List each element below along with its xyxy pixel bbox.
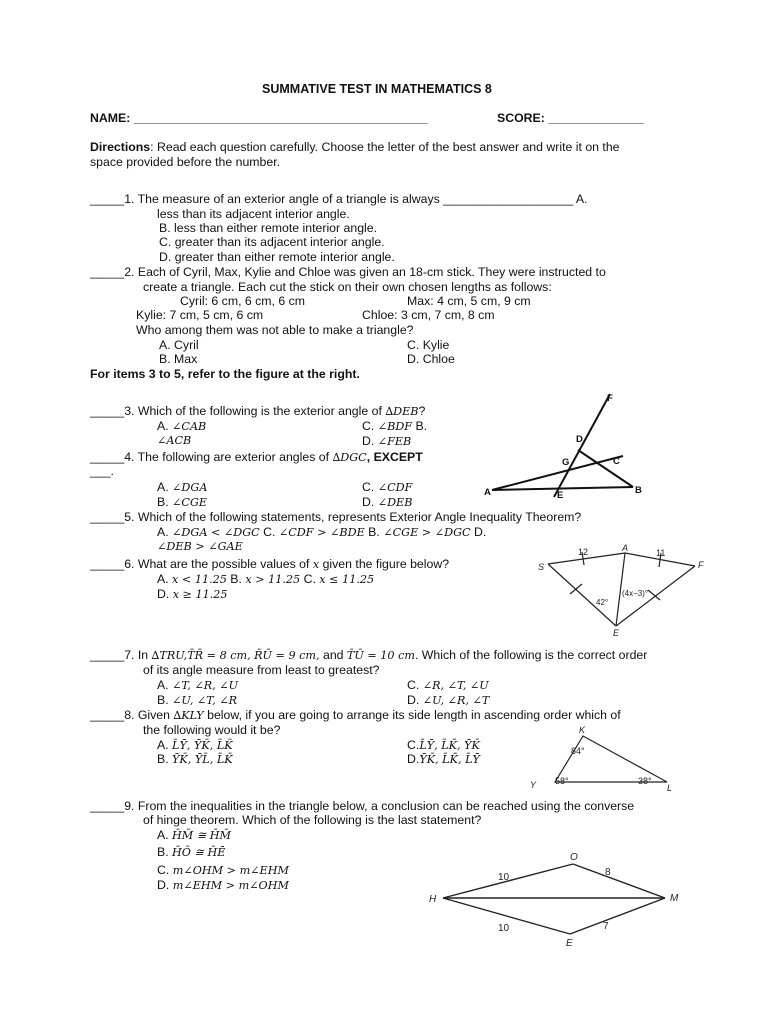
figure-exterior-angles bbox=[478, 388, 658, 506]
fig4-label-7: 7 bbox=[603, 921, 609, 932]
q6-stem-end: given the figure below? bbox=[319, 557, 450, 571]
q3-d-label: D. bbox=[362, 434, 378, 448]
figure-triangle-sfe bbox=[530, 538, 720, 640]
fig1-label-d: D bbox=[576, 434, 583, 445]
q3-option-a bbox=[157, 419, 206, 434]
q7-stem bbox=[90, 648, 647, 663]
q8-c-label: C. bbox=[407, 738, 420, 752]
q3-stem-math: ∆DEB bbox=[385, 405, 419, 418]
q9-stem-2: of hinge theorem. Which of the following is the last statement? bbox=[143, 813, 482, 827]
score-field[interactable]: SCORE: ______________ bbox=[497, 111, 644, 125]
q4-b-math: ∠CGE bbox=[172, 496, 208, 509]
q2-option-c: C. Kylie bbox=[407, 338, 450, 352]
fig3-label-38: 38° bbox=[638, 776, 652, 786]
q6-stem-text: _____6. What are the possible values of bbox=[90, 557, 313, 571]
q5-d-label: D. bbox=[470, 525, 487, 539]
q3-option-c bbox=[362, 419, 427, 434]
items-3-5-note: For items 3 to 5, refer to the figure at the right. bbox=[90, 367, 360, 381]
q4-stem-2: ___. bbox=[90, 464, 114, 478]
fig1-label-a: A bbox=[484, 487, 491, 498]
q8-option-d bbox=[407, 752, 480, 767]
q1-option-d: D. greater than either remote interior angle. bbox=[159, 250, 395, 264]
figure-triangle-kly bbox=[525, 724, 690, 794]
q9-a-label: A. bbox=[157, 828, 173, 842]
q8-option-a bbox=[157, 738, 233, 753]
q3-c-label: C. bbox=[362, 419, 378, 433]
q6-stem bbox=[90, 557, 449, 572]
q1-option-b: B. less than either remote interior angle. bbox=[159, 221, 378, 235]
q1-option-c: C. greater than its adjacent interior angle. bbox=[159, 235, 385, 249]
q7-a-label: A. bbox=[157, 678, 173, 692]
q4-c-label: C. bbox=[362, 480, 378, 494]
q4-a-label: A. bbox=[157, 480, 173, 494]
q2-option-d: D. Chloe bbox=[407, 352, 455, 366]
fig4-label-10-bottom: 10 bbox=[498, 923, 510, 934]
q4-stem-text: _____4. The following are exterior angles of bbox=[90, 450, 333, 464]
q3-c-math: ∠BDF bbox=[377, 420, 413, 433]
q7-stem-a: _____7. In bbox=[90, 648, 152, 662]
q7-b-math: ∠U, ∠T, ∠R bbox=[172, 694, 238, 707]
q4-except: , EXCEPT bbox=[366, 450, 423, 464]
fig2-label-42: 42° bbox=[596, 598, 609, 607]
directions-text: : Read each question carefully. Choose the letter of the best answer and write it on the bbox=[150, 140, 620, 154]
q4-option-d bbox=[362, 495, 412, 510]
q4-c-math: ∠CDF bbox=[377, 481, 413, 494]
q6-stem-math: x bbox=[312, 558, 320, 571]
q3-d-math: ∠FEB bbox=[377, 435, 412, 448]
line-fe bbox=[554, 394, 610, 497]
q7-d-math: ∠U, ∠R, ∠T bbox=[422, 694, 490, 707]
q7-option-a bbox=[157, 678, 238, 693]
fig1-label-b: B bbox=[635, 485, 642, 496]
q8-b-math: ȲK̄, ȲL̄, L̄K̄ bbox=[172, 753, 233, 766]
q3-stem bbox=[90, 404, 425, 419]
q8-b-label: B. bbox=[157, 752, 173, 766]
page-title: SUMMATIVE TEST IN MATHEMATICS 8 bbox=[262, 82, 492, 96]
fig1-label-f: F bbox=[607, 393, 613, 404]
q8-stem bbox=[90, 708, 621, 723]
q4-b-label: B. bbox=[157, 495, 173, 509]
q8-option-c bbox=[407, 738, 480, 753]
q4-option-a bbox=[157, 480, 207, 495]
fig3-label-y: Y bbox=[530, 780, 537, 790]
fig1-label-e: E bbox=[557, 490, 564, 501]
q6-d-math: x ≥ 11.25 bbox=[172, 588, 228, 601]
fig2-label-s: S bbox=[538, 562, 545, 572]
q5-c-math: ∠CDF > ∠BDE bbox=[278, 526, 365, 539]
q2-cyril: Cyril: 6 cm, 6 cm, 6 cm bbox=[180, 294, 306, 308]
seg-se bbox=[548, 564, 616, 626]
q5-options bbox=[157, 525, 486, 540]
q9-option-a bbox=[157, 828, 231, 843]
q4-a-math: ∠DGA bbox=[172, 481, 208, 494]
q1-option-a: less than its adjacent interior angle. bbox=[157, 207, 350, 221]
q5-a-label: A. bbox=[157, 525, 173, 539]
q7-stem-2: of its angle measure from least to greatest? bbox=[143, 663, 380, 677]
q9-d-math: m∠EHM > m∠OHM bbox=[172, 879, 289, 892]
q7-ru: R̄Ū = 9 cm, bbox=[254, 649, 320, 662]
name-field[interactable]: NAME: ___________________________________________ bbox=[90, 111, 428, 125]
q5-b-math: ∠CGE > ∠DGC bbox=[383, 526, 471, 539]
q7-option-d bbox=[407, 693, 489, 708]
q7-d-label: D. bbox=[407, 693, 423, 707]
fig1-label-g: G bbox=[562, 457, 570, 468]
q6-b-math: x > 11.25 bbox=[245, 573, 301, 586]
fig4-label-h: H bbox=[429, 894, 437, 905]
q5-c-label: C. bbox=[259, 525, 279, 539]
q3-stem-text: _____3. Which of the following is the exterior angle of bbox=[90, 404, 386, 418]
q2-chloe: Chloe: 3 cm, 7 cm, 8 cm bbox=[362, 308, 495, 322]
q8-stem-b: below, if you are going to arrange its side length in ascending order which of bbox=[203, 708, 621, 722]
q6-a-math: x < 11.25 bbox=[172, 573, 227, 586]
q3-a-math: ∠CAB bbox=[172, 420, 207, 433]
fig4-label-m: M bbox=[670, 893, 679, 904]
q7-c-label: C. bbox=[407, 678, 423, 692]
directions bbox=[90, 140, 620, 154]
q6-options-abc bbox=[157, 572, 374, 587]
fig3-label-58: 58° bbox=[555, 776, 569, 786]
q9-c-label: C. bbox=[157, 863, 173, 877]
q3-stem-end: ? bbox=[418, 404, 426, 418]
q7-tr: T̄R̄ = 8 cm, bbox=[187, 649, 251, 662]
q2-max: Max: 4 cm, 5 cm, 9 cm bbox=[407, 294, 531, 308]
q4-option-c bbox=[362, 480, 412, 495]
q8-option-b bbox=[157, 752, 233, 767]
q2-option-b: B. Max bbox=[159, 352, 198, 366]
q8-stem-2: the following would it be? bbox=[143, 723, 281, 737]
q9-a-math: H̄M̄ ≅ H̄M̄ bbox=[172, 829, 231, 842]
q4-d-math: ∠DEB bbox=[377, 496, 413, 509]
q8-d-math: ȲK̄, L̄K̄, L̄Ȳ bbox=[419, 753, 480, 766]
fig2-label-expr: (4x−3)° bbox=[622, 589, 649, 598]
q9-option-d bbox=[157, 878, 289, 893]
q4-stem-math: ∆DGC bbox=[332, 451, 367, 464]
q3-a-label: A. bbox=[157, 419, 173, 433]
fig2-label-f: F bbox=[698, 560, 704, 570]
fig3-label-84: 84° bbox=[571, 746, 585, 756]
directions-label: Directions bbox=[90, 140, 151, 154]
q9-c-math: m∠OHM > m∠EHM bbox=[172, 864, 289, 877]
fig1-label-c: C bbox=[613, 456, 620, 467]
figure-hinge-hmoe bbox=[425, 850, 695, 950]
q9-b-label: B. bbox=[157, 845, 173, 859]
q8-a-label: A. bbox=[157, 738, 173, 752]
q1-stem: _____1. The measure of an exterior angle of a triangle is always ___________________ A. bbox=[90, 192, 588, 206]
q6-c-math: x ≤ 11.25 bbox=[319, 573, 375, 586]
q5-option-d: ∠DEB > ∠GAE bbox=[157, 540, 243, 553]
fig2-label-e: E bbox=[613, 628, 620, 638]
q8-c-math: L̄Ȳ, L̄K̄, ȲK̄ bbox=[419, 739, 480, 752]
line-ac bbox=[492, 456, 623, 490]
q7-stem-b: . Which of the following is the correct order bbox=[414, 648, 648, 662]
fig4-label-8: 8 bbox=[605, 867, 611, 878]
q4-option-b bbox=[157, 495, 207, 510]
q6-option-d bbox=[157, 587, 228, 602]
q7-option-b bbox=[157, 693, 237, 708]
seg-em bbox=[570, 898, 665, 934]
fig3-label-k: K bbox=[579, 725, 586, 735]
q7-a-math: ∠T, ∠R, ∠U bbox=[172, 679, 239, 692]
q8-d-label: D. bbox=[407, 752, 420, 766]
q4-stem bbox=[90, 450, 423, 465]
q7-b-label: B. bbox=[157, 693, 173, 707]
q2-stem-2: create a triangle. Each cut the stick on their own chosen lengths as follows: bbox=[143, 280, 552, 294]
tick-fe bbox=[648, 590, 660, 600]
q4-d-label: D. bbox=[362, 495, 378, 509]
q6-d-label: D. bbox=[157, 587, 173, 601]
line-db bbox=[578, 450, 633, 487]
q2-question: Who among them was not able to make a triangle? bbox=[136, 323, 414, 337]
fig2-label-a: A bbox=[622, 543, 629, 553]
q8-a-math: L̄Ȳ, ȲK̄, L̄K̄ bbox=[172, 739, 233, 752]
q3-b-label: B. bbox=[412, 419, 428, 433]
q9-b-math: H̄Ō ≅ H̄Ē bbox=[172, 846, 226, 859]
q8-tri: ∆KLY bbox=[173, 709, 204, 722]
seg-om bbox=[573, 864, 665, 898]
q3-option-b: ∠ACB bbox=[157, 434, 192, 447]
q5-b-label: B. bbox=[364, 525, 384, 539]
fig2-label-11: 11 bbox=[656, 548, 666, 558]
q9-option-c bbox=[157, 863, 289, 878]
q7-tu: T̄Ū = 10 cm bbox=[346, 649, 415, 662]
q9-stem: _____9. From the inequalities in the triangle below, a conclusion can be reached using the converse bbox=[90, 799, 635, 813]
q2-kylie: Kylie: 7 cm, 5 cm, 6 cm bbox=[136, 308, 264, 322]
q7-c-math: ∠R, ∠T, ∠U bbox=[422, 679, 489, 692]
q7-option-c bbox=[407, 678, 489, 693]
q6-a-label: A. bbox=[157, 572, 173, 586]
directions-line-2: space provided before the number. bbox=[90, 155, 281, 169]
fig2-label-12: 12 bbox=[578, 547, 589, 557]
q2-stem: _____2. Each of Cyril, Max, Kylie and Chloe was given an 18-cm stick. They were instructed to bbox=[90, 265, 606, 279]
fig4-label-o: O bbox=[570, 852, 578, 863]
q9-d-label: D. bbox=[157, 878, 173, 892]
q7-tri: ∆TRU, bbox=[151, 649, 188, 662]
q5-stem: _____5. Which of the following statements, represents Exterior Angle Inequality Theorem? bbox=[90, 510, 582, 524]
q6-b-label: B. bbox=[226, 572, 246, 586]
q5-a-math: ∠DGA < ∠DGC bbox=[172, 526, 260, 539]
fig4-label-10-top: 10 bbox=[498, 872, 510, 883]
q9-option-b bbox=[157, 845, 225, 860]
fig4-label-e: E bbox=[566, 938, 573, 949]
q8-stem-a: _____8. Given bbox=[90, 708, 174, 722]
q6-c-label: C. bbox=[300, 572, 320, 586]
q7-and: and bbox=[319, 648, 347, 662]
q3-option-d bbox=[362, 434, 411, 449]
fig3-label-l: L bbox=[667, 783, 673, 793]
q2-option-a: A. Cyril bbox=[159, 338, 199, 352]
